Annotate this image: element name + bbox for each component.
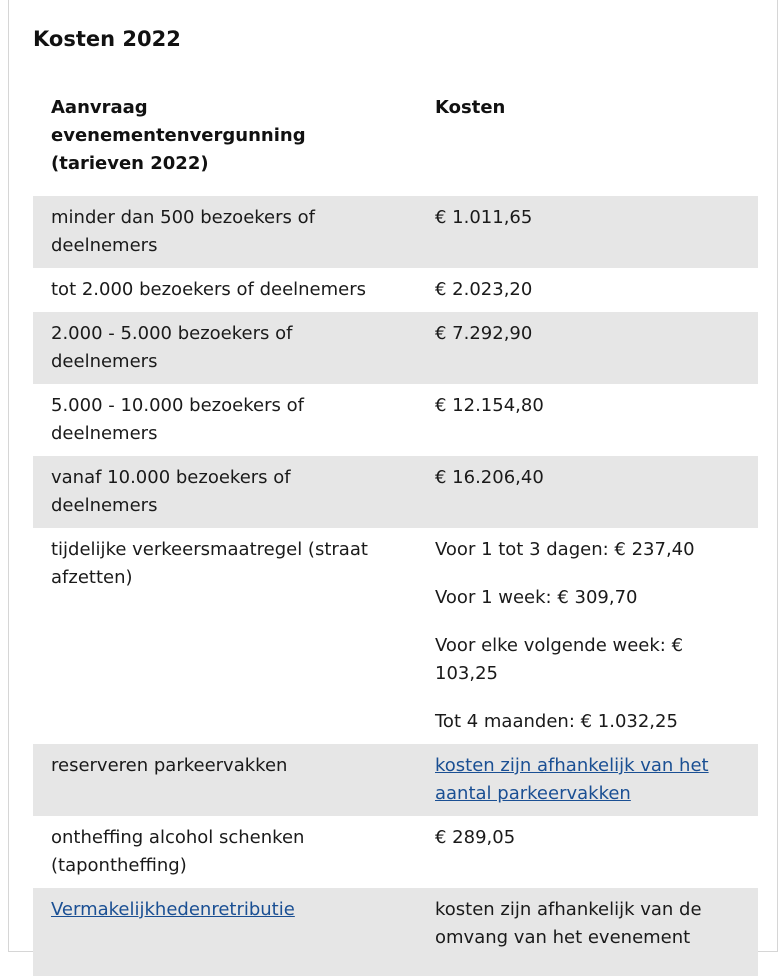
column-header-costs: Kosten	[435, 97, 506, 118]
row-item: vanaf 10.000 bezoekers of deelnemers	[33, 456, 417, 528]
entertainment-levy-link[interactable]: Vermakelijkhedenretributie	[51, 899, 295, 920]
table-row	[33, 744, 758, 816]
table-row	[33, 528, 758, 744]
row-item: 2.000 - 5.000 bezoekers of deelnemers	[33, 312, 417, 384]
cost-line: Voor elke volgende week: € 103,25	[435, 635, 684, 684]
row-cost: kosten zijn afhankelijk van de omvang van het evenement	[417, 888, 758, 976]
costs-table	[33, 84, 758, 976]
table-row	[33, 384, 758, 456]
row-item: tot 2.000 bezoekers of deelnemers	[51, 279, 367, 300]
row-item: ontheffing alcohol schenken (tapontheffing)	[51, 827, 305, 876]
row-cost: € 7.292,90	[417, 312, 758, 384]
table-header-row	[33, 84, 758, 196]
section-title: Kosten 2022	[33, 27, 181, 51]
cost-line: Tot 4 maanden: € 1.032,25	[435, 711, 678, 732]
table-row	[33, 456, 758, 528]
row-cost: € 12.154,80	[435, 395, 544, 416]
column-header-application: Aanvraag evenementenvergunning (tarieven 2022)	[51, 97, 306, 174]
row-item: 5.000 - 10.000 bezoekers of deelnemers	[51, 395, 304, 444]
row-cost: € 2.023,20	[435, 279, 533, 300]
row-cost-multi	[417, 528, 758, 744]
costs-panel	[8, 0, 778, 952]
row-item: tijdelijke verkeersmaatregel (straat afzetten)	[51, 539, 368, 588]
parking-costs-link[interactable]: kosten zijn afhankelijk van het aantal parkeervakken	[435, 755, 709, 804]
row-cost: € 289,05	[435, 827, 516, 848]
row-item: minder dan 500 bezoekers of deelnemers	[33, 196, 417, 268]
cost-line: Voor 1 tot 3 dagen: € 237,40	[435, 539, 695, 560]
table-row	[33, 888, 758, 976]
row-cost: € 1.011,65	[417, 196, 758, 268]
row-cost	[417, 744, 758, 816]
table-row	[33, 196, 758, 268]
row-item	[33, 888, 417, 976]
table-row	[33, 312, 758, 384]
cost-line: Voor 1 week: € 309,70	[435, 587, 638, 608]
table-row	[33, 268, 758, 312]
row-cost: € 16.206,40	[417, 456, 758, 528]
table-row	[33, 816, 758, 888]
row-item: reserveren parkeervakken	[33, 744, 417, 816]
